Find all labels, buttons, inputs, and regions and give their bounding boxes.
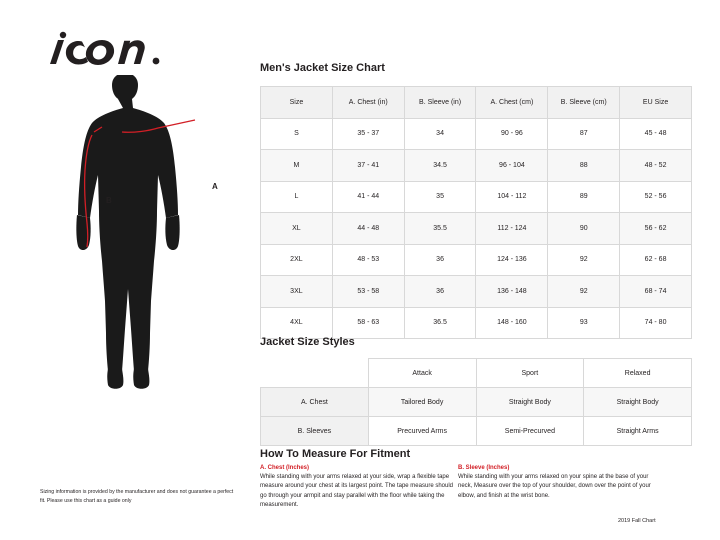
column-header-sleeve-in: B. Sleeve (in) [404, 87, 476, 119]
styles-cell-chest-relaxed: Straight Body [584, 388, 692, 417]
styles-cell-chest-sport: Straight Body [476, 388, 584, 417]
cell-sleeve-cm: 87 [548, 118, 620, 150]
cell-chest-cm: 104 - 112 [476, 181, 548, 213]
cell-sleeve-in: 35 [404, 181, 476, 213]
styles-header-row [261, 359, 692, 388]
cell-sleeve-cm: 89 [548, 181, 620, 213]
styles-corner-cell [261, 359, 369, 388]
styles-cell-sleeves-attack: Precurved Arms [368, 417, 476, 446]
table-row [261, 244, 692, 276]
cell-size: XL [261, 213, 333, 245]
styles-header-relaxed: Relaxed [584, 359, 692, 388]
cell-sleeve-cm: 88 [548, 150, 620, 182]
cell-eu-size: 45 - 48 [620, 118, 692, 150]
table-row [261, 118, 692, 150]
cell-chest-cm: 136 - 148 [476, 276, 548, 308]
cell-eu-size: 68 - 74 [620, 276, 692, 308]
styles-row-sleeves [261, 417, 692, 446]
cell-chest-in: 37 - 41 [332, 150, 404, 182]
cell-chest-in: 58 - 63 [332, 307, 404, 339]
cell-eu-size: 48 - 52 [620, 150, 692, 182]
cell-sleeve-cm: 93 [548, 307, 620, 339]
styles-title: Jacket Size Styles [260, 336, 355, 348]
cell-size: 2XL [261, 244, 333, 276]
cell-chest-in: 48 - 53 [332, 244, 404, 276]
fitment-title: How To Measure For Fitment [260, 448, 411, 460]
cell-eu-size: 56 - 62 [620, 213, 692, 245]
cell-chest-cm: 112 - 124 [476, 213, 548, 245]
cell-size: L [261, 181, 333, 213]
table-row [261, 150, 692, 182]
column-header-chest-cm: A. Chest (cm) [476, 87, 548, 119]
cell-eu-size: 62 - 68 [620, 244, 692, 276]
table-row [261, 276, 692, 308]
fitment-block-chest [260, 465, 460, 510]
table-row [261, 307, 692, 339]
cell-size: S [261, 118, 333, 150]
jacket-styles-table [260, 358, 692, 446]
column-header-chest-in: A. Chest (in) [332, 87, 404, 119]
cell-eu-size: 74 - 80 [620, 307, 692, 339]
styles-cell-sleeves-sport: Semi-Precurved [476, 417, 584, 446]
callout-b-label: B [106, 196, 112, 205]
fitment-block-sleeve [458, 465, 658, 501]
cell-chest-in: 41 - 44 [332, 181, 404, 213]
styles-cell-sleeves-relaxed: Straight Arms [584, 417, 692, 446]
callout-a-label: A [212, 182, 218, 191]
size-chart-table [260, 86, 692, 339]
styles-rowlabel-sleeves: B. Sleeves [261, 417, 369, 446]
cell-sleeve-in: 36 [404, 276, 476, 308]
column-header-sleeve-cm: B. Sleeve (cm) [548, 87, 620, 119]
cell-sleeve-in: 36 [404, 244, 476, 276]
styles-header-attack: Attack [368, 359, 476, 388]
table-header-row [261, 87, 692, 119]
column-header-eu-size: EU Size [620, 87, 692, 119]
cell-sleeve-in: 36.5 [404, 307, 476, 339]
column-header-size: Size [261, 87, 333, 119]
footer-chart-version: 2019 Fall Chart [618, 518, 656, 524]
cell-size: 3XL [261, 276, 333, 308]
fitment-heading-chest: A. Chest (Inches) [260, 465, 310, 471]
styles-cell-chest-attack: Tailored Body [368, 388, 476, 417]
cell-sleeve-in: 34 [404, 118, 476, 150]
fitment-heading-sleeve: B. Sleeve (Inches) [458, 465, 510, 471]
body-figure-illustration [30, 75, 240, 415]
cell-sleeve-cm: 90 [548, 213, 620, 245]
left-column [0, 0, 250, 540]
disclaimer-text: Sizing information is provided by the manufacturer and does not guarantee a perfect fit. Please use this chart as a guide only [40, 489, 234, 505]
cell-sleeve-cm: 92 [548, 244, 620, 276]
cell-size: 4XL [261, 307, 333, 339]
cell-chest-cm: 96 - 104 [476, 150, 548, 182]
cell-sleeve-in: 34.5 [404, 150, 476, 182]
cell-chest-cm: 90 - 96 [476, 118, 548, 150]
table-row [261, 181, 692, 213]
icon-logo [42, 30, 162, 70]
page-title: Men's Jacket Size Chart [260, 62, 385, 74]
cell-chest-in: 35 - 37 [332, 118, 404, 150]
cell-chest-in: 53 - 58 [332, 276, 404, 308]
cell-chest-cm: 124 - 136 [476, 244, 548, 276]
cell-chest-cm: 148 - 160 [476, 307, 548, 339]
styles-row-chest [261, 388, 692, 417]
cell-sleeve-cm: 92 [548, 276, 620, 308]
fitment-body-sleeve: While standing with your arms relaxed on your spine at the base of your neck, Measure over the top of your shoulder, down over the point of your elbow, and finish at the wrist bone. [458, 474, 651, 499]
styles-rowlabel-chest: A. Chest [261, 388, 369, 417]
fitment-body-chest: While standing with your arms relaxed at your side, wrap a flexible tape measure around your chest at its largest point. The tape measure should go through your armpit and stay parallel with the floor while taking the measurement. [260, 474, 453, 508]
styles-header-sport: Sport [476, 359, 584, 388]
cell-sleeve-in: 35.5 [404, 213, 476, 245]
cell-eu-size: 52 - 56 [620, 181, 692, 213]
table-row [261, 213, 692, 245]
cell-chest-in: 44 - 48 [332, 213, 404, 245]
cell-size: M [261, 150, 333, 182]
